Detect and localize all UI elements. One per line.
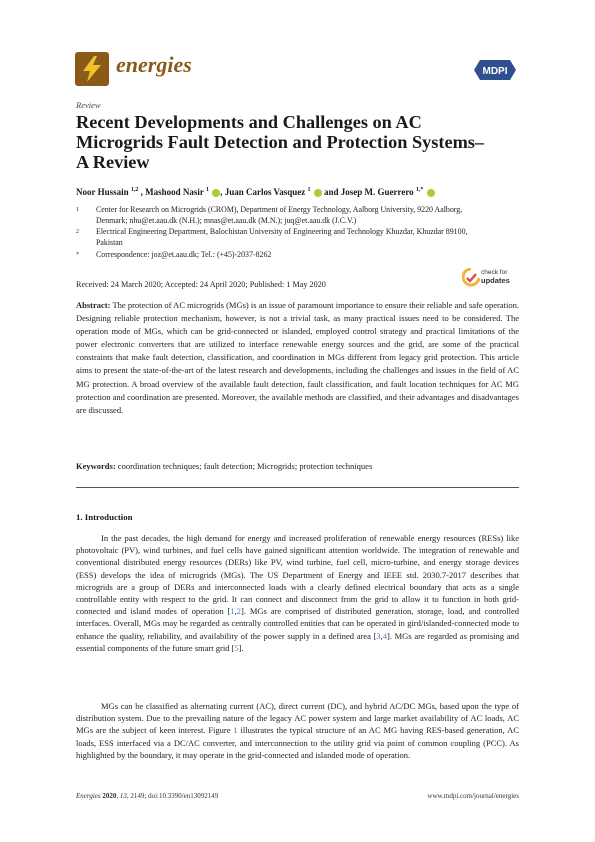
citation-link[interactable]: 1 bbox=[230, 606, 235, 617]
author-sep: , bbox=[140, 187, 143, 197]
author-affil: 1 bbox=[205, 187, 209, 193]
orcid-icon[interactable] bbox=[314, 189, 322, 197]
citation-link[interactable]: 4 bbox=[382, 630, 387, 641]
citation-link[interactable]: 5 bbox=[234, 642, 239, 653]
orcid-icon[interactable] bbox=[212, 187, 223, 197]
correspondence: * Correspondence: joz@et.aau.dk; Tel.: (+45)-2037-8262 bbox=[76, 250, 272, 259]
abstract-label: Abstract: bbox=[76, 300, 111, 310]
orcid-icon[interactable] bbox=[427, 189, 435, 197]
intro-paragraph-2: MGs can be classified as alternating current (AC), direct current (DC), and hybrid AC/DC MGs, based upon the type of distribution system. Due to the prevailing nature of the legacy AC power system and large market availability of AC loads, AC MGs are the subject of keen interest. Figure 1 illustrates the typical structure of an AC MG having RES-based generation, AC loads, ESS interfaced via a DC/AC converter, and interconnection to the utility grid via point of common coupling (PCC). As highlighted by the boundary, it may operate in the grid-connected and islanded mode of operation. bbox=[76, 701, 519, 760]
journal-url[interactable]: www.mdpi.com/journal/energies bbox=[427, 792, 519, 800]
affiliation-1: 1 Center for Research on Microgrids (CROM), Department of Energy Technology, Aalborg University, 9220 Aalborg, Denmark; nhu@et.aau.dk (N.H.); mnas@et.aau.dk (M.N.); juq@et.aau.dk (J.C.V.) bbox=[76, 205, 463, 225]
author-sep: , bbox=[220, 187, 223, 197]
journal-logo bbox=[75, 52, 109, 86]
author-name: Josep M. Guerrero bbox=[340, 187, 414, 197]
section-heading: 1. Introduction bbox=[76, 512, 133, 522]
publication-dates: Received: 24 March 2020; Accepted: 24 April 2020; Published: 1 May 2020 bbox=[76, 280, 326, 289]
keywords-text: coordination techniques; fault detection; Microgrids; protection techniques bbox=[117, 461, 373, 471]
author-list bbox=[76, 187, 435, 197]
author-affil: 1,* bbox=[415, 187, 424, 193]
citation-footer: Energies 2020, 13, 2149; doi:10.3390/en13092149 bbox=[76, 792, 219, 800]
divider bbox=[76, 487, 519, 488]
keywords bbox=[76, 461, 519, 471]
check-updates-label[interactable]: check for updates bbox=[481, 269, 510, 285]
abstract-text: The protection of AC microgrids (MGs) is an issue of paramount importance to ensure their reliable and safe operation. Designing reliable protection mechanism, however, is not a trivial task, as many practical issues need to be considered. The operation mode of MGs, which can be grid-connected or islanded, employed control strategy and practical limitations of the power electronic converters that are utilized to interface renewable energy sources and the grid, are some of the practical constraints that make fault detection, classification, and coordination in MGs different from legacy grid protection. This article aims to present the state-of-the-art of the latest research and developments, including the challenges and issues in the field of AC MG protection. A broad overview of the available fault detection, fault classification, and fault location techniques for AC MG protection and coordination are presented. Moreover, the available methods are classified, and their advantages and disadvantages are discussed. bbox=[76, 300, 519, 415]
paper-title: Recent Developments and Challenges on AC Microgrids Fault Detection and Protection Systems–A Review bbox=[76, 112, 485, 172]
abstract bbox=[76, 299, 519, 417]
citation-link[interactable]: 3 bbox=[376, 630, 381, 641]
journal-name: energies bbox=[116, 52, 192, 77]
figure-link[interactable]: 1 bbox=[233, 725, 238, 736]
keywords-label: Keywords: bbox=[76, 461, 116, 471]
citation-link[interactable]: 2 bbox=[236, 606, 242, 617]
author-name: Noor Hussain bbox=[76, 187, 129, 197]
author-affil: 1,2 bbox=[130, 187, 139, 193]
article-type: Review bbox=[76, 100, 101, 110]
intro-paragraph-1: In the past decades, the high demand for energy and increased proliferation of renewable energy resources (RESs) like photovoltaic (PV), wind turbines, and fuel cells have gained significant attention worldwide. The integration of renewable and conventional distributed energy resources (DERs) like PV, wind turbine, fuel cell, micro-turbine, and energy storage devices (ESS) develops the idea of microgrids (MGs). The US Department of Energy and IEEE std. 2030.7-2017 describes that microgrids are a group of DERs and interconnected loads with a clearly defined electrical boundary that acts as a single controllable entity with respect to the grid. It can connect and disconnect from the grid to allow it to function in both grid-connected and island modes of operation [1,2]. MGs are comprised of distributed generation, storage, load, and controlled interfaces. Overall, MGs may be regarded as centrally controlled entities that can be operated in gird/islanded-connected mode to enhance the quality, reliability, and availability of the power supply in a defined area [3,4]. MGs are regarded as promising and essential components of the future smart grid [5]. bbox=[76, 533, 519, 653]
author-sep: and bbox=[323, 187, 339, 197]
publisher-name: MDPI bbox=[482, 66, 508, 77]
author-affil: 1 bbox=[307, 187, 311, 193]
author-name: Mashood Nasir bbox=[145, 187, 204, 197]
affiliation-2: 2 Electrical Engineering Department, Balochistan University of Engineering and Technology Khuzdar, Khuzdar 89100, Pakistan bbox=[76, 227, 468, 247]
author-name: Juan Carlos Vasquez bbox=[224, 187, 306, 197]
check-updates-icon bbox=[462, 268, 480, 288]
mdpi-logo bbox=[474, 60, 516, 80]
lightning-icon bbox=[79, 55, 105, 83]
